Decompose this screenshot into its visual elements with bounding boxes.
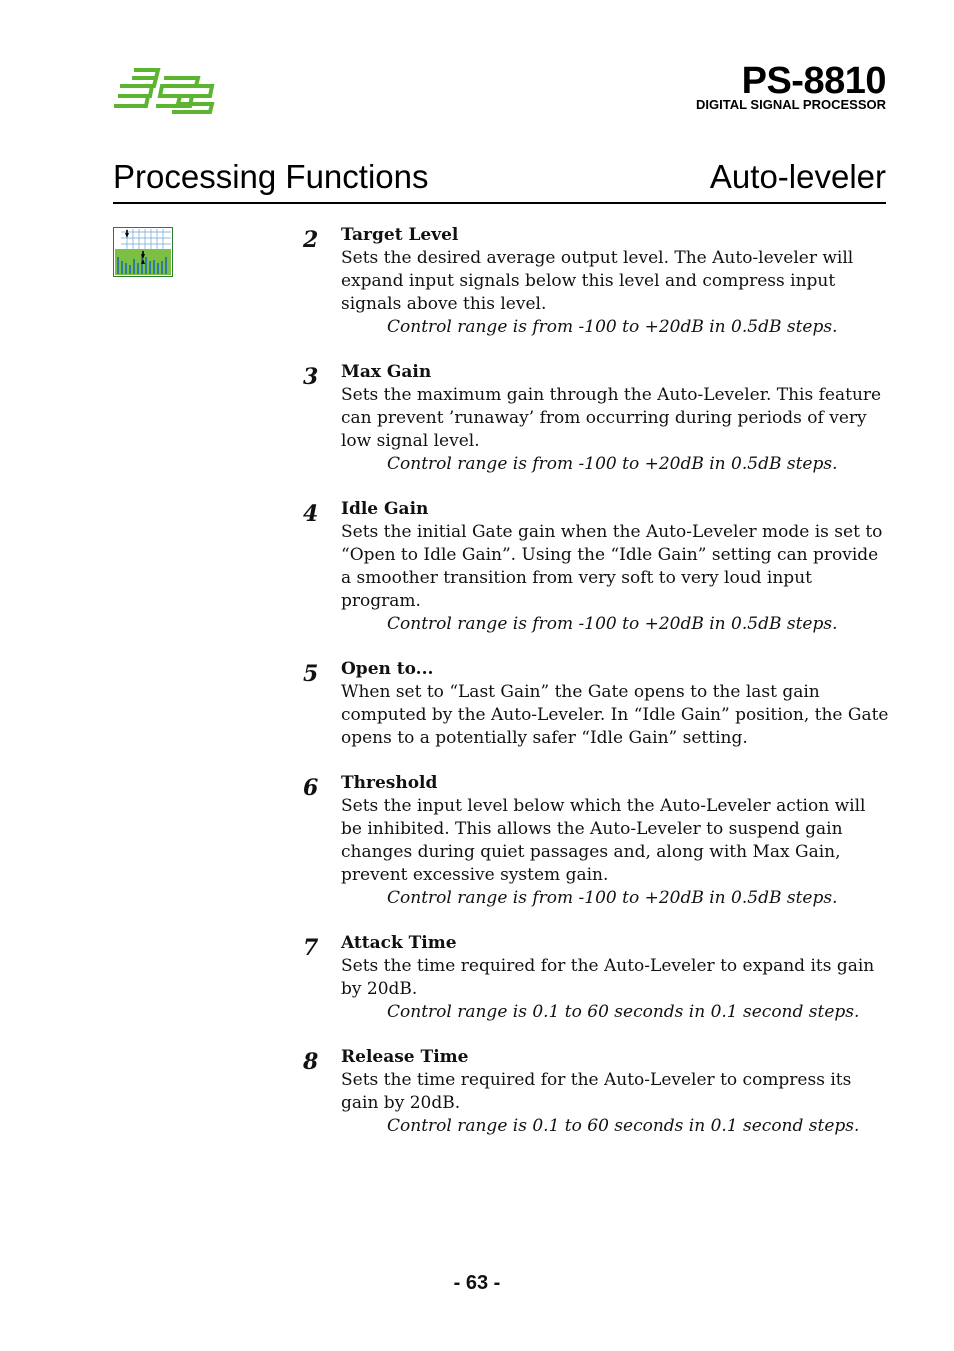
item-description: Sets the time required for the Auto-Leveler to compress its gain by 20dB. [341, 1070, 852, 1113]
item-range: Control range is from -100 to +20dB in 0.5dB steps. [387, 888, 838, 908]
list-item [303, 1046, 889, 1138]
item-range: Control range is 0.1 to 60 seconds in 0.1 second steps. [387, 1116, 860, 1136]
product-header [696, 62, 886, 112]
item-description: Sets the time required for the Auto-Leveler to expand its gain by 20dB. [341, 956, 875, 999]
header-divider [113, 202, 886, 204]
item-title: Release Time [341, 1047, 469, 1067]
item-number: 6 [303, 775, 319, 801]
section-header [113, 158, 886, 200]
list-item [303, 224, 889, 339]
model-name: PS-8810 [741, 60, 886, 102]
item-number: 5 [303, 661, 319, 687]
auto-leveler-icon [113, 227, 173, 277]
page-number: - 63 - [453, 1272, 501, 1294]
item-number: 8 [303, 1049, 319, 1075]
item-title: Open to... [341, 659, 434, 679]
item-description: Sets the desired average output level. The Auto-leveler will expand input signals below this level and compress input signals above this level. [341, 248, 854, 314]
section-title: Processing Functions [113, 158, 429, 195]
list-item [303, 932, 889, 1024]
list-item [303, 658, 889, 750]
bss-logo [112, 66, 218, 116]
item-title: Max Gain [341, 362, 432, 382]
item-number: 2 [303, 227, 319, 253]
item-description: Sets the initial Gate gain when the Auto-Leveler mode is set to “Open to Idle Gain”. Using the “Idle Gain” setting can provide a smoother transition from very soft to very loud input program. [341, 522, 883, 611]
item-title: Attack Time [341, 933, 457, 953]
item-title: Idle Gain [341, 499, 429, 519]
item-number: 4 [303, 501, 319, 527]
item-range: Control range is from -100 to +20dB in 0.5dB steps. [387, 454, 838, 474]
parameter-list [303, 224, 889, 1160]
item-title: Threshold [341, 773, 438, 793]
item-description: When set to “Last Gain” the Gate opens to the last gain computed by the Auto-Leveler. In “Idle Gain” position, the Gate opens to a potentially safer “Idle Gain” setting. [341, 682, 889, 748]
item-number: 3 [303, 364, 319, 390]
item-number: 7 [303, 935, 319, 961]
item-range: Control range is from -100 to +20dB in 0.5dB steps. [387, 614, 838, 634]
item-range: Control range is 0.1 to 60 seconds in 0.1 second steps. [387, 1002, 860, 1022]
list-item [303, 772, 889, 910]
list-item [303, 361, 889, 476]
model-subtitle: DIGITAL SIGNAL PROCESSOR [696, 97, 886, 112]
item-description: Sets the maximum gain through the Auto-Leveler. This feature can prevent ’runaway’ from occurring during periods of very low signal level. [341, 385, 882, 451]
item-title: Target Level [341, 225, 459, 245]
list-item [303, 498, 889, 636]
section-name: Auto-leveler [709, 158, 886, 195]
item-range: Control range is from -100 to +20dB in 0.5dB steps. [387, 317, 838, 337]
item-description: Sets the input level below which the Auto-Leveler action will be inhibited. This allows the Auto-Leveler to suspend gain changes during quiet passages and, along with Max Gain, prevent excessive system gain. [341, 796, 866, 885]
